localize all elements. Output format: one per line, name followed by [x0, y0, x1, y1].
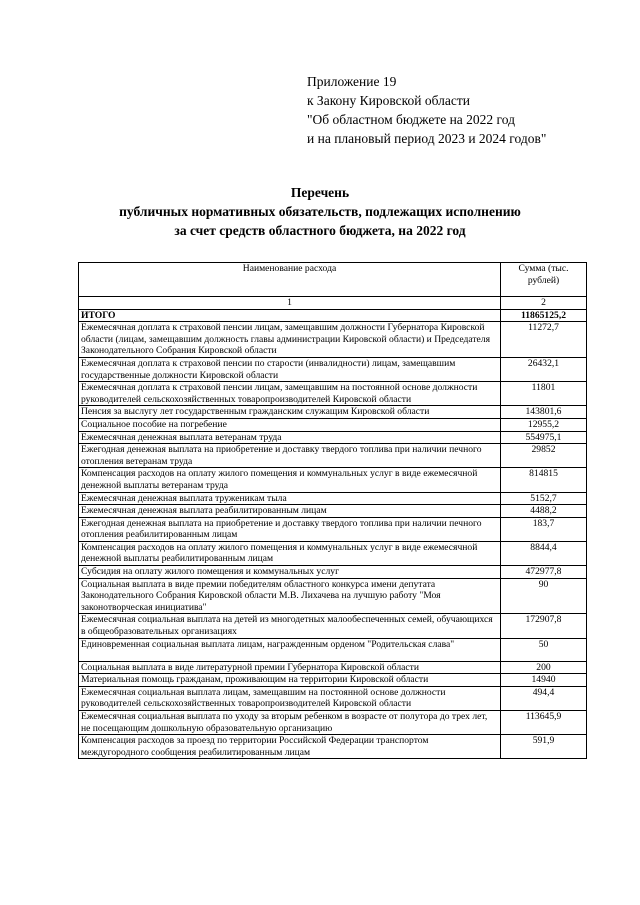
table-header-row — [79, 263, 587, 297]
obligations-table — [78, 262, 587, 759]
row-name: Ежемесячная доплата к страховой пенсии лицам, замещавшим должности Губернатора Кировской области (лицам, замещавшим должность главы администрации Кировской области) и Председателя Законодательного Собрания Кировской области — [79, 322, 501, 358]
row-name: Ежемесячная денежная выплата ветеранам труда — [79, 431, 501, 444]
table-row — [79, 468, 587, 492]
table-row — [79, 541, 587, 565]
row-name: Материальная помощь гражданам, проживающим на территории Кировской области — [79, 674, 501, 687]
table-row — [79, 638, 587, 661]
total-value: 11865125,2 — [501, 309, 587, 322]
table-row — [79, 686, 587, 710]
table-row — [79, 322, 587, 358]
table-row — [79, 578, 587, 614]
row-name: Субсидия на оплату жилого помещения и коммунальных услуг — [79, 566, 501, 579]
table-row — [79, 661, 587, 674]
total-label: ИТОГО — [79, 309, 501, 322]
title-line-1: Перечень — [290, 185, 350, 200]
row-name: Ежегодная денежная выплата на приобретение и доставку твердого топлива при наличии печного отопления ветеранам труда — [79, 444, 501, 468]
row-sum: 50 — [501, 638, 587, 661]
row-sum: 200 — [501, 661, 587, 674]
row-sum: 472977,8 — [501, 566, 587, 579]
appendix-line-2: к Закону Кировской области — [307, 93, 471, 108]
table-row — [79, 517, 587, 541]
row-sum: 183,7 — [501, 517, 587, 541]
row-name: Ежегодная денежная выплата на приобретение и доставку твердого топлива при наличии печного отопления реабилитированным лицам — [79, 517, 501, 541]
row-name: Ежемесячная доплата к страховой пенсии лицам, замещавшим на постоянной основе должности руководителей сельскохозяйственных товаропроизводителей Кировской области — [79, 382, 501, 406]
table-row — [79, 674, 587, 687]
row-name: Ежемесячная социальная выплата на детей из многодетных малообеспеченных семей, обучающихся в общеобразовательных организациях — [79, 614, 501, 638]
header-name-cell: Наименование расхода — [79, 263, 501, 297]
row-sum: 494,4 — [501, 686, 587, 710]
column-number-row — [79, 297, 587, 310]
total-row — [79, 309, 587, 322]
appendix-line-1: Приложение 19 — [307, 74, 397, 89]
title-line-3: за счет средств областного бюджета, на 2022 год — [174, 223, 466, 238]
table-row — [79, 406, 587, 419]
table-row — [79, 566, 587, 579]
row-name: Ежемесячная денежная выплата реабилитированным лицам — [79, 505, 501, 518]
row-sum: 113645,9 — [501, 711, 587, 735]
row-sum: 90 — [501, 578, 587, 614]
row-sum: 554975,1 — [501, 431, 587, 444]
table-row — [79, 492, 587, 505]
appendix-header — [307, 72, 546, 148]
row-name: Социальная выплата в виде премии победителям областного конкурса имени депутата Законодательного Собрания Кировской области М.В. Лихачева на лучшую работу "Моя законотворческая инициатива" — [79, 578, 501, 614]
row-sum: 143801,6 — [501, 406, 587, 419]
table-body — [79, 263, 587, 759]
appendix-line-3: "Об областном бюджете на 2022 год — [307, 112, 515, 127]
table-row — [79, 711, 587, 735]
table-row — [79, 614, 587, 638]
table-row — [79, 735, 587, 759]
row-name: Социальное пособие на погребение — [79, 418, 501, 431]
row-name: Компенсация расходов на оплату жилого помещения и коммунальных услуг в виде ежемесячной денежной выплаты ветеранам труда — [79, 468, 501, 492]
title-line-2: публичных нормативных обязательств, подлежащих исполнению — [119, 204, 521, 219]
row-sum: 14940 — [501, 674, 587, 687]
row-name: Ежемесячная доплата к страховой пенсии по старости (инвалидности) лицам, замещавшим государственные должности Кировской области — [79, 357, 501, 381]
row-name: Пенсия за выслугу лет государственным гражданским служащим Кировской области — [79, 406, 501, 419]
row-name: Компенсация расходов за проезд по территории Российской Федерации транспортом междугородного сообщения реабилитированным лицам — [79, 735, 501, 759]
row-name: Ежемесячная социальная выплата лицам, замещавшим на постоянной основе должности руководителей сельскохозяйственных товаропроизводителей Кировской области — [79, 686, 501, 710]
column-number-2: 2 — [501, 297, 587, 310]
row-sum: 11272,7 — [501, 322, 587, 358]
row-sum: 8844,4 — [501, 541, 587, 565]
table-row — [79, 357, 587, 381]
row-sum: 4488,2 — [501, 505, 587, 518]
appendix-line-4: и на плановый период 2023 и 2024 годов" — [307, 131, 547, 146]
table-row — [79, 418, 587, 431]
document-title — [0, 183, 640, 240]
column-number-1: 1 — [79, 297, 501, 310]
row-sum: 814815 — [501, 468, 587, 492]
table-row — [79, 444, 587, 468]
row-sum: 5152,7 — [501, 492, 587, 505]
row-sum: 172907,8 — [501, 614, 587, 638]
row-sum: 591,9 — [501, 735, 587, 759]
row-sum: 12955,2 — [501, 418, 587, 431]
row-name: Ежемесячная социальная выплата по уходу за вторым ребенком в возрасте от полутора до трех лет, не посещающим дошкольную образовательную организацию — [79, 711, 501, 735]
table-row — [79, 505, 587, 518]
row-sum: 29852 — [501, 444, 587, 468]
row-sum: 26432,1 — [501, 357, 587, 381]
header-sum-cell: Сумма (тыс. рублей) — [501, 263, 587, 297]
row-name: Социальная выплата в виде литературной премии Губернатора Кировской области — [79, 661, 501, 674]
row-sum: 11801 — [501, 382, 587, 406]
row-name: Единовременная социальная выплата лицам, награжденным орденом "Родительская слава" — [79, 638, 501, 661]
row-name: Компенсация расходов на оплату жилого помещения и коммунальных услуг в виде ежемесячной денежной выплаты реабилитированным лицам — [79, 541, 501, 565]
row-name: Ежемесячная денежная выплата труженикам тыла — [79, 492, 501, 505]
table-row — [79, 431, 587, 444]
table-row — [79, 382, 587, 406]
